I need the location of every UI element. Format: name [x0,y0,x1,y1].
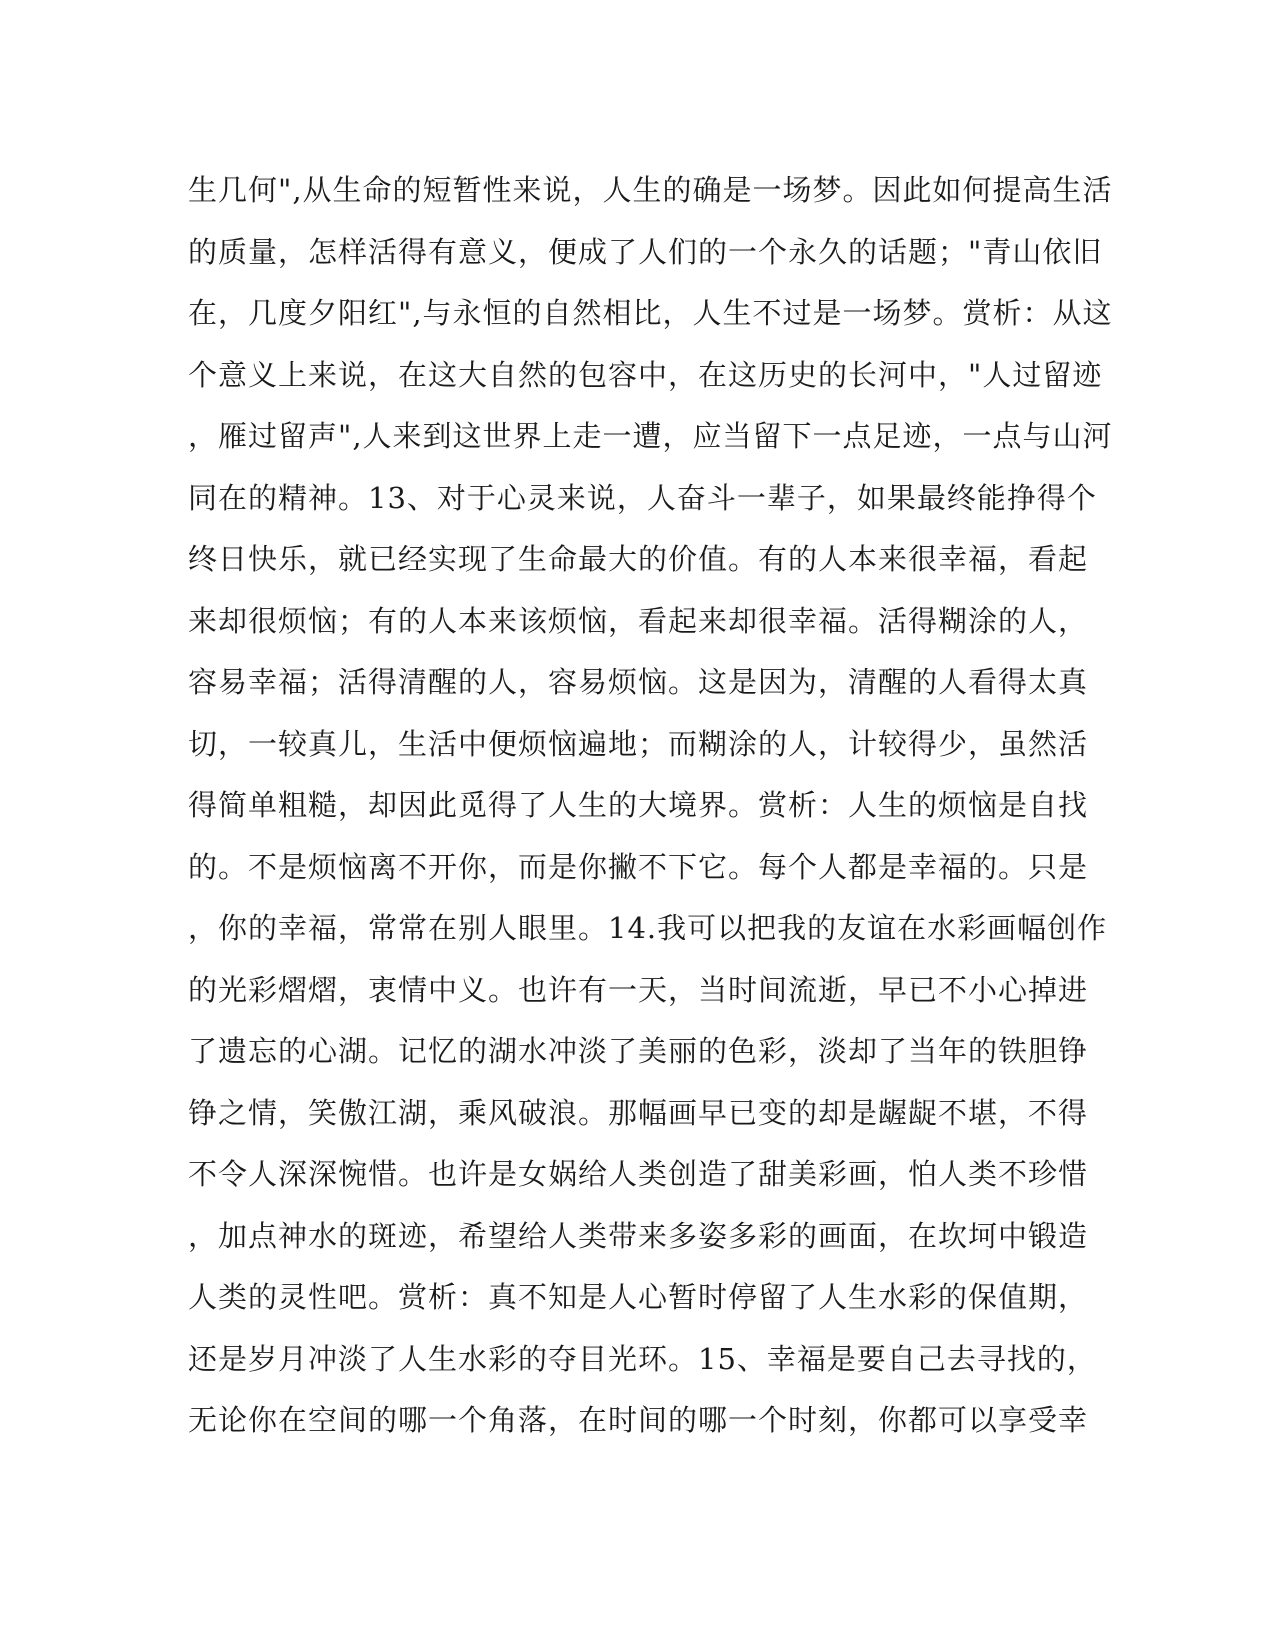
body-text [188,160,1113,1452]
text-line: 无论你在空间的哪一个角落，在时间的哪一个时刻，你都可以享受幸 [188,1403,1089,1437]
text-line: ，加点神水的斑迹，希望给人类带来多姿多彩的画面，在坎坷中锻造 [188,1218,1089,1253]
text-line: 人类的灵性吧。赏析：真不知是人心暂时停留了人生水彩的保值期， [188,1280,1089,1314]
text-line: ，你的幸福，常常在别人眼里。14.我可以把我的友谊在水彩画幅创作 [188,911,1108,945]
text-line: 终日快乐，就已经实现了生命最大的价值。有的人本来很幸福，看起 [188,542,1089,576]
text-line: 的质量，怎样活得有意义，便成了人们的一个永久的话题；"青山依旧 [188,234,1103,269]
text-line: 来却很烦恼；有的人本来该烦恼，看起来却很幸福。活得糊涂的人， [188,603,1089,638]
text-line: 了遗忘的心湖。记忆的湖水冲淡了美丽的色彩，淡却了当年的铁胆铮 [188,1034,1089,1068]
text-line: 的光彩熠熠，衷情中义。也许有一天，当时间流逝，早已不小心掉进 [188,972,1089,1007]
text-line: 不令人深深惋惜。也许是女娲给人类创造了甜美彩画，怕人类不珍惜 [188,1157,1089,1191]
text-line: 铮之情，笑傲江湖，乘风破浪。那幅画早已变的却是龌龊不堪，不得 [188,1095,1089,1130]
text-line: 还是岁月冲淡了人生水彩的夺目光环。15、幸福是要自己去寻找的， [188,1341,1097,1376]
text-line: 容易幸福；活得清醒的人，容易烦恼。这是因为，清醒的人看得太真 [188,665,1089,699]
text-line: 在，几度夕阳红",与永恒的自然相比，人生不过是一场梦。赏析：从这 [188,296,1113,330]
text-line: 切，一较真儿，生活中便烦恼遍地；而糊涂的人，计较得少，虽然活 [188,726,1089,761]
text-line: 同在的精神。13、对于心灵来说，人奋斗一辈子，如果最终能挣得个 [188,480,1097,515]
text-line: 个意义上来说，在这大自然的包容中，在这历史的长河中，"人过留迹 [188,357,1103,392]
text-line: 的。不是烦恼离不开你，而是你撇不下它。每个人都是幸福的。只是 [188,849,1089,884]
text-line: ，雁过留声",人来到这世界上走一遭，应当留下一点足迹，一点与山河 [188,419,1113,453]
text-line: 生几何",从生命的短暂性来说，人生的确是一场梦。因此如何提高生活 [188,173,1113,207]
text-line: 得简单粗糙，却因此觅得了人生的大境界。赏析：人生的烦恼是自找 [188,788,1089,822]
